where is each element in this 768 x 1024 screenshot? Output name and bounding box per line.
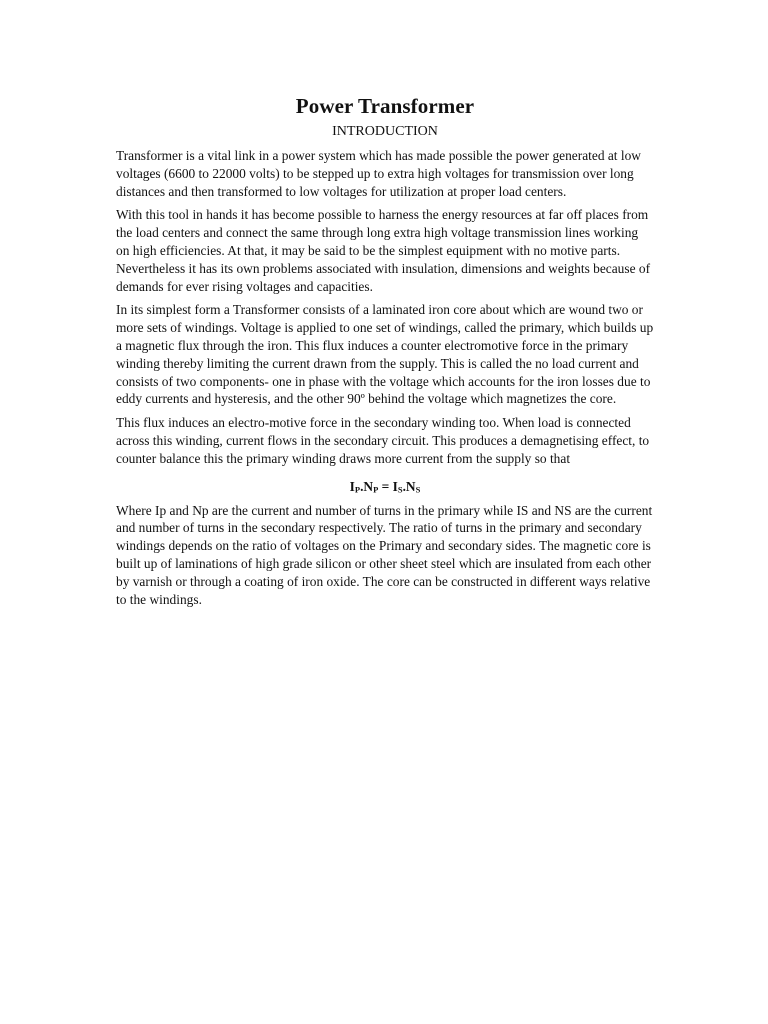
- equation-current-primary: I: [349, 478, 355, 494]
- equation-turns-primary: .N: [360, 478, 374, 494]
- paragraph-1: Transformer is a vital link in a power system which has made possible the power generated at low voltages (6600 to 22000 volts) to be stepped up to extra high voltages for transmission over long distances and then transformed to low voltages for utilization at proper load centers.: [116, 148, 641, 199]
- equation-subscript-secondary: S: [397, 484, 403, 495]
- paragraph-4: This flux induces an electro-motive force in the secondary winding too. When load is connected across this winding, current flows in the secondary circuit. This produces a demagnetising effect, to counter balance this the primary winding draws more current from the supply so that: [116, 415, 650, 466]
- equation-subscript-primary: P: [354, 484, 361, 495]
- turns-ratio-equation: [116, 478, 654, 496]
- equation-subscript-primary-turns: P: [373, 484, 379, 495]
- paragraph-2: With this tool in hands it has become possible to harness the energy resources at far off places from the load centers and connect the same through long extra high voltage transmission lines working on high efficiencies. At that, it may be said to be the simplest equipment with no motive parts. Nevertheless it has its own problems associated with insulation, dimensions and weights because of demands for ever rising voltages and capacities.: [116, 207, 651, 294]
- section-heading: INTRODUCTION: [332, 124, 438, 139]
- document-body: [116, 93, 654, 614]
- equation-current-secondary: I: [392, 478, 398, 494]
- document-title: Power Transformer: [295, 94, 475, 118]
- paragraph-3: In its simplest form a Transformer consists of a laminated iron core about which are wound two or more sets of windings. Voltage is applied to one set of windings, called the primary, which builds up a magnetic flux through the iron. This flux induces a counter electromotive force in the primary winding thereby limiting the current drawn from the supply. This is called the no load current and consists of two components- one in phase with the voltage which accounts for the iron losses due to eddy currents and hysteresis, and the other 90º behind the voltage which magnetizes the core.: [116, 302, 654, 407]
- equation-subscript-secondary-turns: S: [415, 484, 421, 495]
- equation-turns-secondary: .N: [402, 478, 416, 494]
- paragraph-5: Where Ip and Np are the current and number of turns in the primary while IS and NS are the current and number of turns in the secondary respectively. The ratio of turns in the primary and secondary windings depends on the ratio of voltages on the Primary and secondary sides. The magnetic core is built up of laminations of high grade silicon or other sheet steel which are insulated from each other by varnish or through a coating of iron oxide. The core can be constructed in different ways relative to the windings.: [116, 502, 653, 607]
- equation-equals: =: [378, 478, 393, 494]
